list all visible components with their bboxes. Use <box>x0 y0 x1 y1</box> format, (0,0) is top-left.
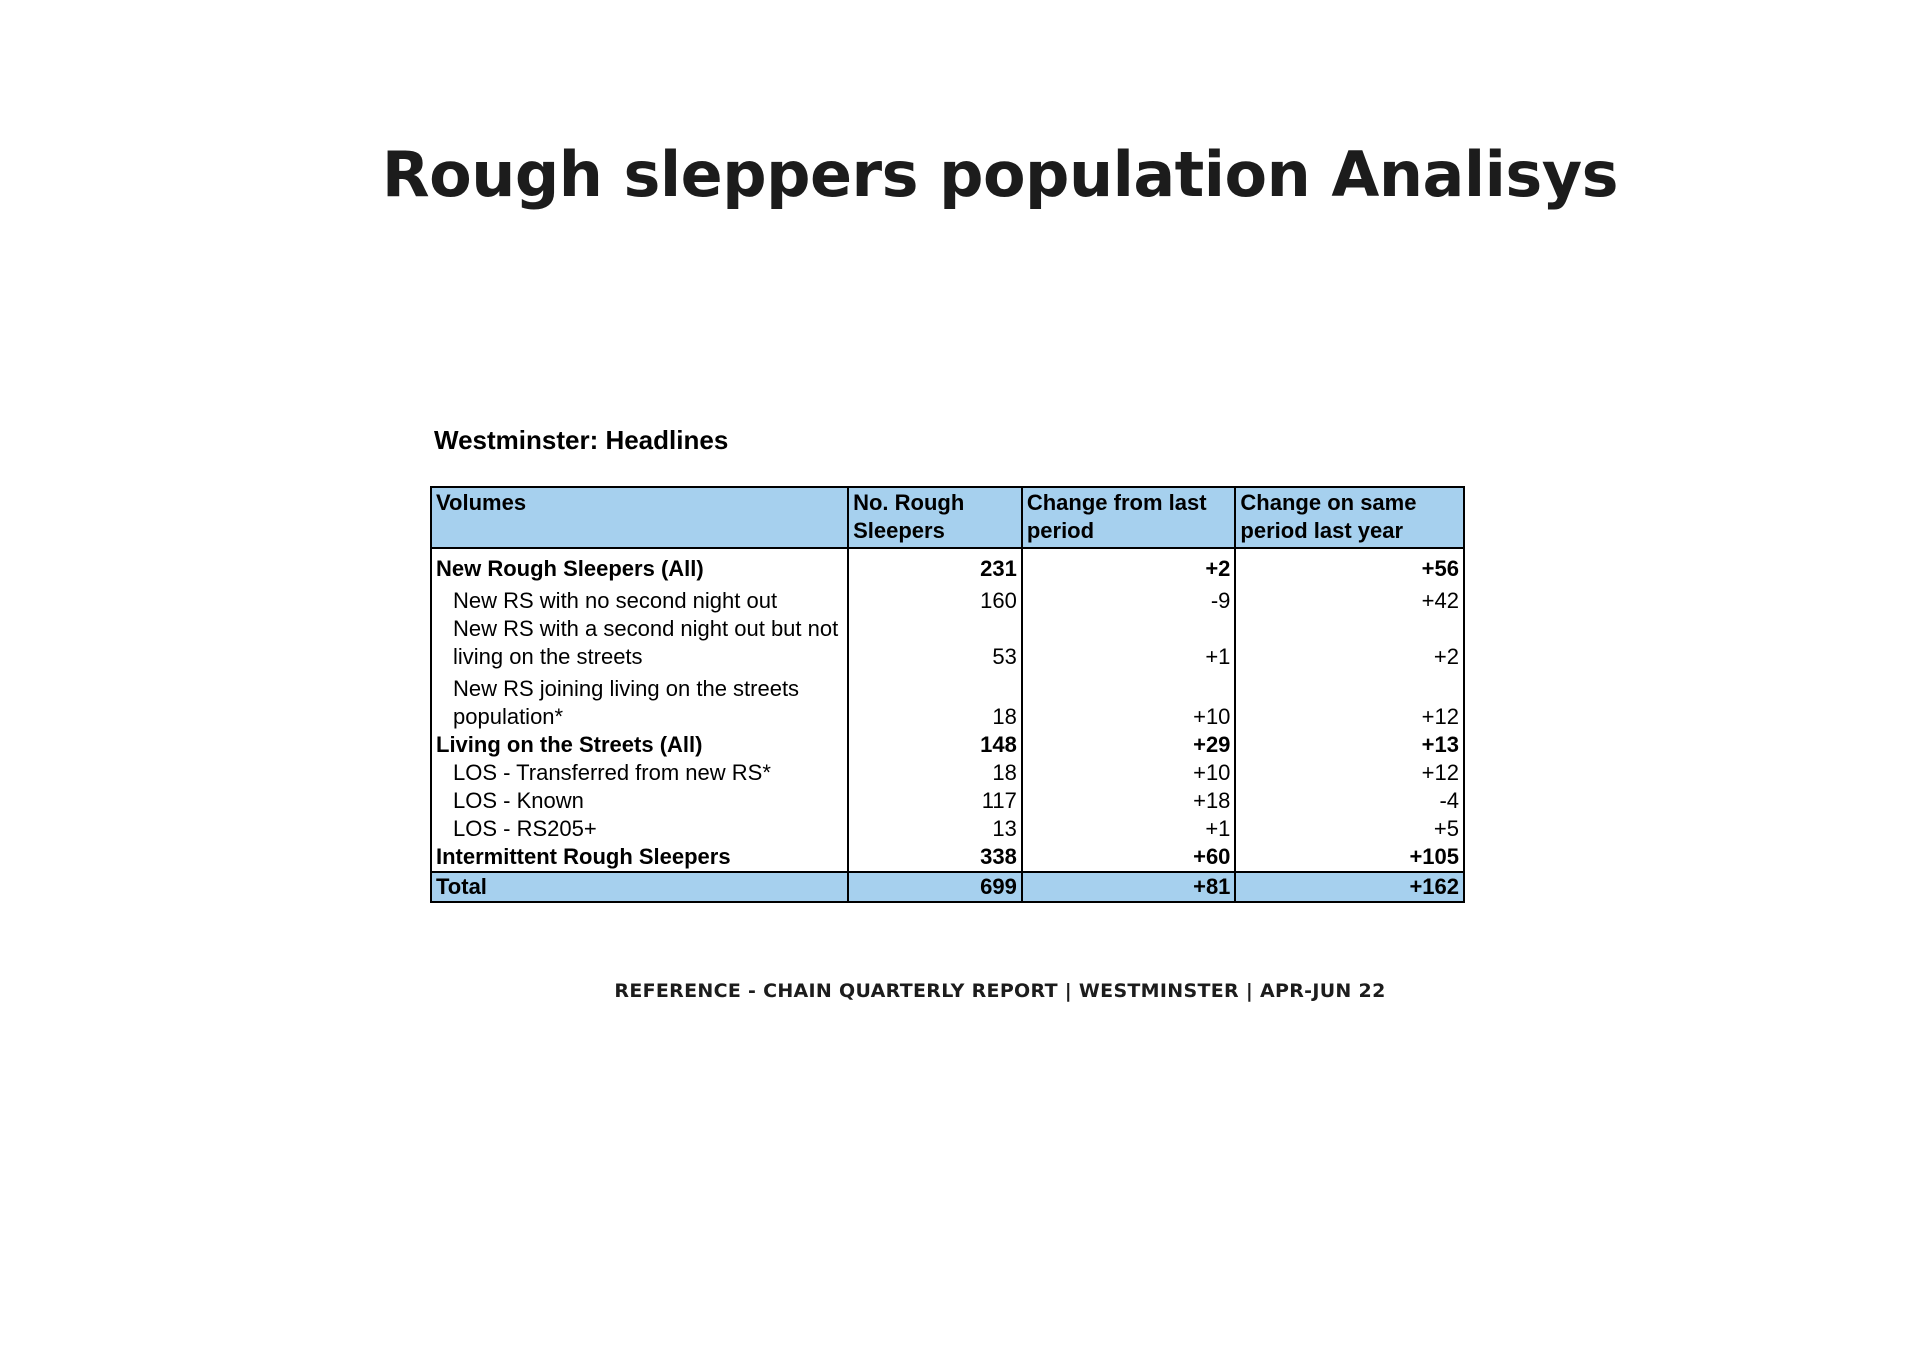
row-label: LOS - RS205+ <box>431 815 848 843</box>
row-count: 160 <box>848 583 1022 615</box>
total-count: 699 <box>848 872 1022 902</box>
row-label: New RS with a second night out but not living on the streets <box>431 615 848 671</box>
row-change-last-year: +13 <box>1235 731 1464 759</box>
row-count: 338 <box>848 843 1022 872</box>
row-change-last-year: -4 <box>1235 787 1464 815</box>
headlines-table <box>430 486 1465 903</box>
table-row <box>431 583 1464 615</box>
header-change-last-year: Change on same period last year <box>1235 487 1464 548</box>
row-label: New Rough Sleepers (All) <box>431 548 848 583</box>
table-row <box>431 548 1464 583</box>
header-change-last-period: Change from last period <box>1022 487 1236 548</box>
row-label: LOS - Transferred from new RS* <box>431 759 848 787</box>
row-change-last-year: +56 <box>1235 548 1464 583</box>
table-row <box>431 815 1464 843</box>
page-title: Rough sleppers population Analisys <box>381 138 1619 211</box>
row-label: Intermittent Rough Sleepers <box>431 843 848 872</box>
row-count: 13 <box>848 815 1022 843</box>
header-volumes: Volumes <box>431 487 848 548</box>
row-change-last-year: +105 <box>1235 843 1464 872</box>
row-change-last-period: +18 <box>1022 787 1236 815</box>
total-label: Total <box>431 872 848 902</box>
row-count: 53 <box>848 615 1022 671</box>
row-change-last-period: +10 <box>1022 671 1236 731</box>
table-row <box>431 615 1464 671</box>
table-row <box>431 671 1464 731</box>
table-subtitle: Westminster: Headlines <box>434 425 729 455</box>
row-change-last-period: +10 <box>1022 759 1236 787</box>
row-change-last-period: -9 <box>1022 583 1236 615</box>
table-header-row <box>431 487 1464 548</box>
total-change-last-year: +162 <box>1235 872 1464 902</box>
total-change-last-period: +81 <box>1022 872 1236 902</box>
row-change-last-period: +60 <box>1022 843 1236 872</box>
row-count: 18 <box>848 671 1022 731</box>
row-label: LOS - Known <box>431 787 848 815</box>
table-row <box>431 731 1464 759</box>
row-change-last-year: +12 <box>1235 759 1464 787</box>
row-label: Living on the Streets (All) <box>431 731 848 759</box>
row-change-last-year: +42 <box>1235 583 1464 615</box>
report-footer: REFERENCE - CHAIN QUARTERLY REPORT | WESTMINSTER | APR-JUN 22 <box>614 980 1386 1002</box>
table-total-row <box>431 872 1464 902</box>
row-count: 117 <box>848 787 1022 815</box>
row-change-last-period: +29 <box>1022 731 1236 759</box>
row-label: New RS with no second night out <box>431 583 848 615</box>
table-row <box>431 843 1464 872</box>
row-change-last-period: +1 <box>1022 815 1236 843</box>
row-change-last-year: +2 <box>1235 615 1464 671</box>
row-change-last-year: +12 <box>1235 671 1464 731</box>
row-change-last-period: +1 <box>1022 615 1236 671</box>
header-no-rough-sleepers: No. Rough Sleepers <box>848 487 1022 548</box>
row-count: 231 <box>848 548 1022 583</box>
row-change-last-period: +2 <box>1022 548 1236 583</box>
row-count: 148 <box>848 731 1022 759</box>
row-label: New RS joining living on the streets population* <box>431 671 848 731</box>
table-row <box>431 759 1464 787</box>
table-row <box>431 787 1464 815</box>
row-change-last-year: +5 <box>1235 815 1464 843</box>
row-count: 18 <box>848 759 1022 787</box>
